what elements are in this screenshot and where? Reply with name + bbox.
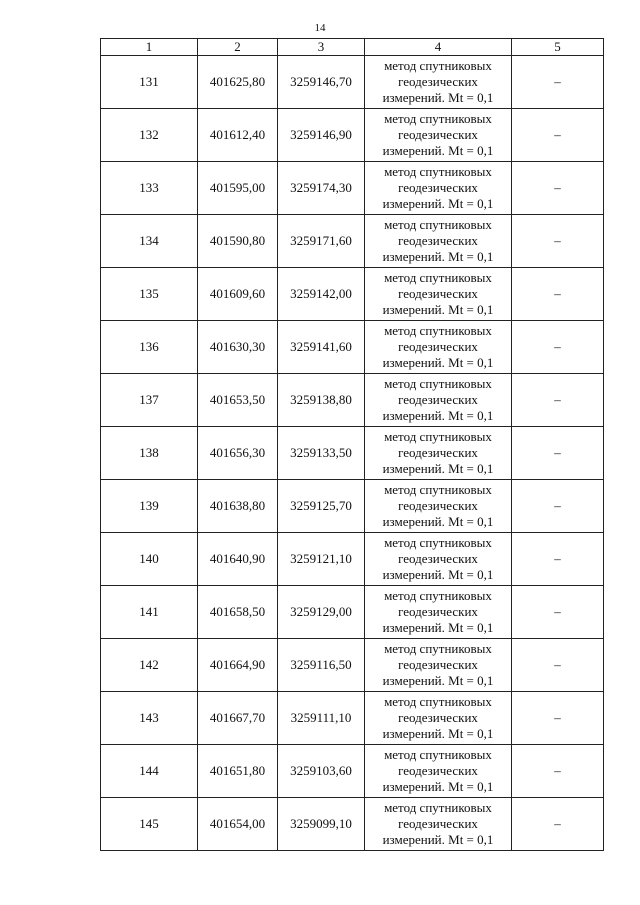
point-number-cell: 142 bbox=[101, 639, 198, 692]
method-line: измерений. Mt = 0,1 bbox=[382, 726, 494, 741]
method-line: геодезических bbox=[398, 498, 478, 513]
x-coordinate-cell: 401590,80 bbox=[198, 215, 278, 268]
method-cell bbox=[365, 533, 512, 586]
method-line: измерений. Mt = 0,1 bbox=[382, 143, 494, 158]
note-cell: – bbox=[512, 480, 604, 533]
method-line: метод спутниковых bbox=[384, 111, 492, 126]
method-cell bbox=[365, 321, 512, 374]
note-cell: – bbox=[512, 692, 604, 745]
note-cell: – bbox=[512, 215, 604, 268]
method-line: геодезических bbox=[398, 286, 478, 301]
method-line: метод спутниковых bbox=[384, 747, 492, 762]
table-row bbox=[101, 109, 604, 162]
x-coordinate-cell: 401612,40 bbox=[198, 109, 278, 162]
y-coordinate-cell: 3259171,60 bbox=[278, 215, 365, 268]
method-line: геодезических bbox=[398, 763, 478, 778]
header-cell-1: 1 bbox=[101, 39, 198, 56]
method-line: измерений. Mt = 0,1 bbox=[382, 779, 494, 794]
table-row bbox=[101, 215, 604, 268]
method-cell bbox=[365, 692, 512, 745]
method-cell bbox=[365, 427, 512, 480]
method-line: измерений. Mt = 0,1 bbox=[382, 514, 494, 529]
note-cell: – bbox=[512, 162, 604, 215]
method-line: метод спутниковых bbox=[384, 217, 492, 232]
method-line: метод спутниковых bbox=[384, 270, 492, 285]
x-coordinate-cell: 401630,30 bbox=[198, 321, 278, 374]
x-coordinate-cell: 401667,70 bbox=[198, 692, 278, 745]
note-cell: – bbox=[512, 321, 604, 374]
method-line: метод спутниковых bbox=[384, 58, 492, 73]
table-row bbox=[101, 268, 604, 321]
point-number-cell: 132 bbox=[101, 109, 198, 162]
method-line: геодезических bbox=[398, 657, 478, 672]
table-row bbox=[101, 798, 604, 851]
method-line: геодезических bbox=[398, 180, 478, 195]
y-coordinate-cell: 3259129,00 bbox=[278, 586, 365, 639]
point-number-cell: 133 bbox=[101, 162, 198, 215]
table-row bbox=[101, 639, 604, 692]
y-coordinate-cell: 3259121,10 bbox=[278, 533, 365, 586]
point-number-cell: 137 bbox=[101, 374, 198, 427]
point-number-cell: 135 bbox=[101, 268, 198, 321]
table-row bbox=[101, 427, 604, 480]
x-coordinate-cell: 401638,80 bbox=[198, 480, 278, 533]
method-line: измерений. Mt = 0,1 bbox=[382, 832, 494, 847]
method-line: метод спутниковых bbox=[384, 376, 492, 391]
method-line: метод спутниковых bbox=[384, 641, 492, 656]
method-line: измерений. Mt = 0,1 bbox=[382, 620, 494, 635]
x-coordinate-cell: 401595,00 bbox=[198, 162, 278, 215]
point-number-cell: 134 bbox=[101, 215, 198, 268]
x-coordinate-cell: 401640,90 bbox=[198, 533, 278, 586]
method-line: геодезических bbox=[398, 710, 478, 725]
note-cell: – bbox=[512, 268, 604, 321]
method-cell bbox=[365, 480, 512, 533]
y-coordinate-cell: 3259141,60 bbox=[278, 321, 365, 374]
point-number-cell: 138 bbox=[101, 427, 198, 480]
method-cell bbox=[365, 745, 512, 798]
note-cell: – bbox=[512, 798, 604, 851]
method-line: геодезических bbox=[398, 127, 478, 142]
method-cell bbox=[365, 374, 512, 427]
method-line: измерений. Mt = 0,1 bbox=[382, 90, 494, 105]
header-row bbox=[101, 39, 604, 56]
x-coordinate-cell: 401656,30 bbox=[198, 427, 278, 480]
note-cell: – bbox=[512, 109, 604, 162]
point-number-cell: 136 bbox=[101, 321, 198, 374]
method-cell bbox=[365, 109, 512, 162]
method-line: геодезических bbox=[398, 233, 478, 248]
note-cell: – bbox=[512, 745, 604, 798]
method-line: метод спутниковых bbox=[384, 164, 492, 179]
method-line: метод спутниковых bbox=[384, 694, 492, 709]
method-line: метод спутниковых bbox=[384, 588, 492, 603]
y-coordinate-cell: 3259116,50 bbox=[278, 639, 365, 692]
point-number-cell: 139 bbox=[101, 480, 198, 533]
x-coordinate-cell: 401664,90 bbox=[198, 639, 278, 692]
note-cell: – bbox=[512, 374, 604, 427]
y-coordinate-cell: 3259174,30 bbox=[278, 162, 365, 215]
x-coordinate-cell: 401625,80 bbox=[198, 56, 278, 109]
method-line: геодезических bbox=[398, 445, 478, 460]
note-cell: – bbox=[512, 586, 604, 639]
x-coordinate-cell: 401658,50 bbox=[198, 586, 278, 639]
point-number-cell: 141 bbox=[101, 586, 198, 639]
y-coordinate-cell: 3259125,70 bbox=[278, 480, 365, 533]
table-row bbox=[101, 480, 604, 533]
point-number-cell: 143 bbox=[101, 692, 198, 745]
table-row bbox=[101, 321, 604, 374]
y-coordinate-cell: 3259146,70 bbox=[278, 56, 365, 109]
method-line: метод спутниковых bbox=[384, 482, 492, 497]
method-line: метод спутниковых bbox=[384, 800, 492, 815]
method-line: геодезических bbox=[398, 392, 478, 407]
point-number-cell: 144 bbox=[101, 745, 198, 798]
method-line: метод спутниковых bbox=[384, 429, 492, 444]
x-coordinate-cell: 401651,80 bbox=[198, 745, 278, 798]
table-header bbox=[101, 39, 604, 56]
point-number-cell: 145 bbox=[101, 798, 198, 851]
method-line: измерений. Mt = 0,1 bbox=[382, 673, 494, 688]
y-coordinate-cell: 3259103,60 bbox=[278, 745, 365, 798]
method-cell bbox=[365, 798, 512, 851]
y-coordinate-cell: 3259133,50 bbox=[278, 427, 365, 480]
method-line: измерений. Mt = 0,1 bbox=[382, 302, 494, 317]
header-cell-5: 5 bbox=[512, 39, 604, 56]
y-coordinate-cell: 3259146,90 bbox=[278, 109, 365, 162]
page-number: 14 bbox=[314, 22, 326, 34]
point-number-cell: 131 bbox=[101, 56, 198, 109]
table-row bbox=[101, 56, 604, 109]
table-row bbox=[101, 374, 604, 427]
note-cell: – bbox=[512, 56, 604, 109]
y-coordinate-cell: 3259138,80 bbox=[278, 374, 365, 427]
table-row bbox=[101, 162, 604, 215]
y-coordinate-cell: 3259142,00 bbox=[278, 268, 365, 321]
header-cell-3: 3 bbox=[278, 39, 365, 56]
method-line: геодезических bbox=[398, 339, 478, 354]
y-coordinate-cell: 3259111,10 bbox=[278, 692, 365, 745]
x-coordinate-cell: 401654,00 bbox=[198, 798, 278, 851]
method-cell bbox=[365, 162, 512, 215]
method-line: геодезических bbox=[398, 816, 478, 831]
x-coordinate-cell: 401609,60 bbox=[198, 268, 278, 321]
method-line: измерений. Mt = 0,1 bbox=[382, 249, 494, 264]
method-line: измерений. Mt = 0,1 bbox=[382, 567, 494, 582]
method-line: измерений. Mt = 0,1 bbox=[382, 355, 494, 370]
method-line: геодезических bbox=[398, 74, 478, 89]
x-coordinate-cell: 401653,50 bbox=[198, 374, 278, 427]
header-cell-2: 2 bbox=[198, 39, 278, 56]
note-cell: – bbox=[512, 427, 604, 480]
method-line: измерений. Mt = 0,1 bbox=[382, 408, 494, 423]
method-cell bbox=[365, 639, 512, 692]
method-cell bbox=[365, 586, 512, 639]
method-line: геодезических bbox=[398, 551, 478, 566]
table-row bbox=[101, 745, 604, 798]
method-line: метод спутниковых bbox=[384, 323, 492, 338]
point-number-cell: 140 bbox=[101, 533, 198, 586]
method-line: геодезических bbox=[398, 604, 478, 619]
note-cell: – bbox=[512, 639, 604, 692]
coordinates-table bbox=[100, 38, 604, 851]
method-cell bbox=[365, 268, 512, 321]
header-cell-4: 4 bbox=[365, 39, 512, 56]
table-body bbox=[101, 56, 604, 851]
table-row bbox=[101, 586, 604, 639]
method-cell bbox=[365, 215, 512, 268]
table-row bbox=[101, 533, 604, 586]
method-cell bbox=[365, 56, 512, 109]
y-coordinate-cell: 3259099,10 bbox=[278, 798, 365, 851]
method-line: измерений. Mt = 0,1 bbox=[382, 461, 494, 476]
method-line: измерений. Mt = 0,1 bbox=[382, 196, 494, 211]
method-line: метод спутниковых bbox=[384, 535, 492, 550]
table-row bbox=[101, 692, 604, 745]
note-cell: – bbox=[512, 533, 604, 586]
